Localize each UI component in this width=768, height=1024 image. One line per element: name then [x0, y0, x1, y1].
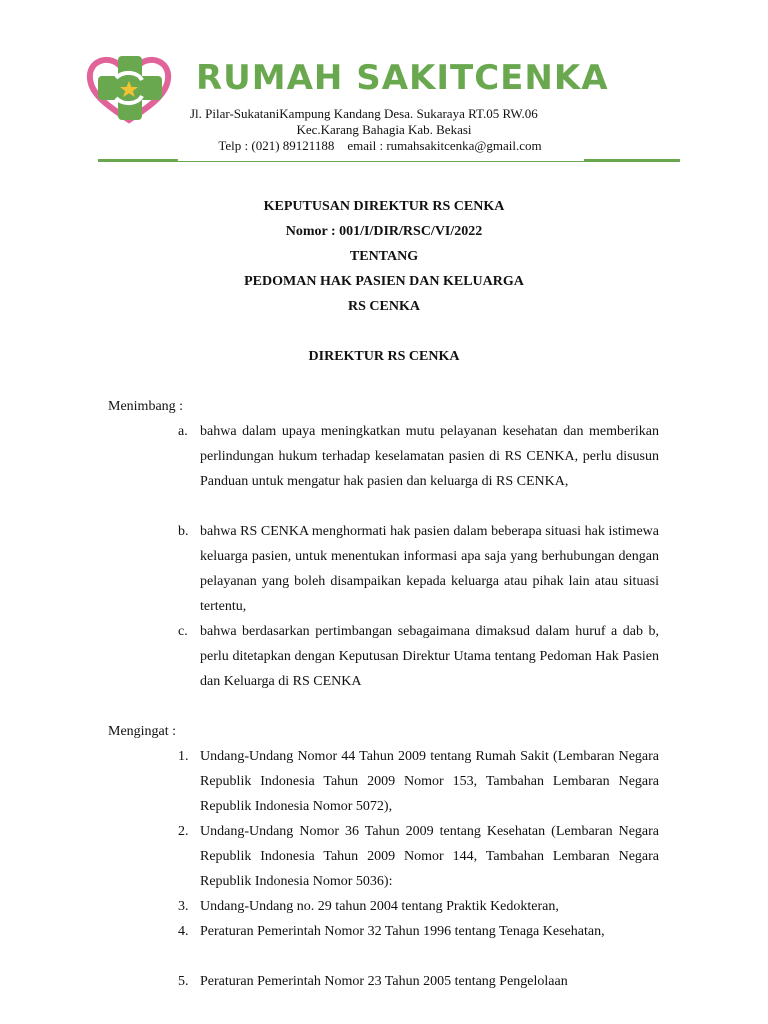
menimbang-marker-c: c. [178, 624, 188, 639]
menimbang-marker-a: a. [178, 424, 188, 439]
menimbang-item-a: bahwa dalam upaya meningkatkan mutu pelayanan kesehatan dan memberikan perlindungan hukum terhadap keselamatan pasien di RS CENKA, perlu disusun Panduan untuk mengatur hak pasien dan keluarga di RS CENKA, [200, 424, 659, 489]
menimbang-marker-b: b. [178, 524, 189, 539]
mengingat-marker-1: 1. [178, 749, 189, 764]
hospital-name-part1: RUMAH SAKIT [196, 58, 475, 98]
hospital-name-part2: CENKA [474, 58, 609, 98]
mengingat-item-5: Peraturan Pemerintah Nomor 23 Tahun 2005 tentang Pengelolaan [200, 974, 568, 989]
menimbang-item-c: bahwa berdasarkan pertimbangan sebagaimana dimaksud dalam huruf a dab b, perlu ditetapkan dengan Keputusan Direktur Utama tentang Pedoman Hak Pasien dan Keluarga di RS CENKA [200, 624, 659, 689]
mengingat-marker-3: 3. [178, 899, 189, 914]
director-heading: DIREKTUR RS CENKA [308, 349, 460, 364]
hospital-logo [86, 50, 172, 126]
letterhead-rule-right [584, 159, 680, 162]
mengingat-marker-2: 2. [178, 824, 189, 839]
mengingat-item-1: Undang-Undang Nomor 44 Tahun 2009 tentang Rumah Sakit (Lembaran Negara Republik Indonesia Tahun 2009 Nomor 153, Tambahan Lembaran Negara Republik Indonesia Nomor 5072), [200, 749, 659, 814]
mengingat-item-2: Undang-Undang Nomor 36 Tahun 2009 tentang Kesehatan (Lembaran Negara Republik Indonesia Tahun 2009 Nomor 144, Tambahan Lembaran Negara Republik Indonesia Nomor 5036): [200, 824, 659, 889]
hospital-name [196, 58, 609, 98]
menimbang-item-b: bahwa RS CENKA menghormati hak pasien dalam beberapa situasi hak istimewa keluarga pasien, untuk menentukan informasi apa saja yang berhubungan dengan pelayanan yang boleh disampaikan kepada keluarga atau pihak lain atau situasi tertentu, [200, 524, 659, 614]
mengingat-marker-5: 5. [178, 974, 189, 989]
decree-subject-org: RS CENKA [348, 299, 420, 314]
decree-number: Nomor : 001/I/DIR/RSC/VI/2022 [285, 224, 483, 239]
menimbang-label: Menimbang : [108, 399, 184, 414]
address-line-3: Telp : (021) 89121188 email : rumahsakitcenka@gmail.com [218, 138, 542, 153]
letterhead-rule-left [98, 159, 178, 162]
address-line-2: Kec.Karang Bahagia Kab. Bekasi [296, 122, 472, 137]
decree-subject: PEDOMAN HAK PASIEN DAN KELUARGA [244, 274, 524, 289]
mengingat-item-3: Undang-Undang no. 29 tahun 2004 tentang Praktik Kedokteran, [200, 899, 559, 914]
mengingat-label: Mengingat : [108, 724, 177, 739]
letterhead-rule-middle [178, 161, 584, 162]
decree-about: TENTANG [349, 249, 419, 264]
mengingat-marker-4: 4. [178, 924, 189, 939]
decree-title: KEPUTUSAN DIREKTUR RS CENKA [263, 199, 505, 214]
mengingat-item-4: Peraturan Pemerintah Nomor 32 Tahun 1996 tentang Tenaga Kesehatan, [200, 924, 605, 939]
address-line-1: Jl. Pilar-SukataniKampung Kandang Desa. Sukaraya RT.05 RW.06 [190, 106, 538, 121]
